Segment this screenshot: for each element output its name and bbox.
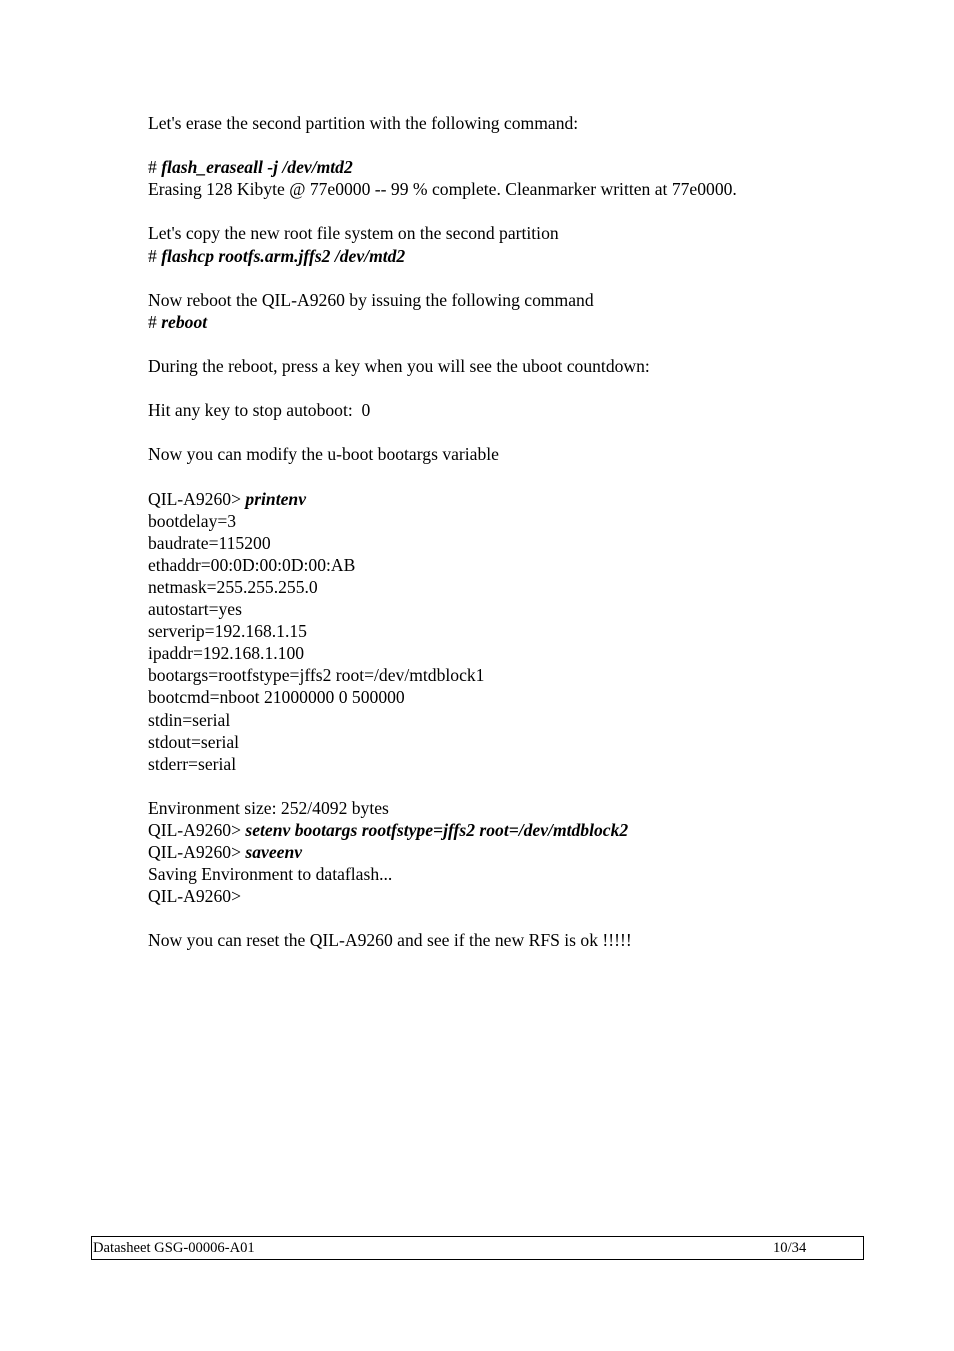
command-text: flashcp rootfs.arm.jffs2 /dev/mtd2 [161, 245, 406, 266]
blank-line [148, 333, 868, 355]
line-text: serverip=192.168.1.15 [148, 621, 307, 642]
line-text: Now reboot the QIL-A9260 by issuing the following command [148, 289, 594, 310]
footer-document-id: Datasheet GSG-00006-A01 [93, 1240, 255, 1256]
prompt-prefix: # [148, 157, 162, 178]
text-line [148, 642, 868, 664]
line-text: autostart=yes [148, 599, 242, 620]
text-line [148, 598, 868, 620]
prompt-prefix: QIL-A9260> [148, 820, 246, 840]
line-text: Hit any key to stop autoboot: 0 [148, 400, 371, 421]
line-text: During the reboot, press a key when you will see the uboot countdown: [148, 356, 650, 377]
command-line [148, 819, 868, 841]
text-line [148, 355, 868, 377]
footer-page-number: 10/34 [773, 1240, 807, 1256]
page-footer [91, 1236, 864, 1260]
command-text: flash_eraseall -j /dev/mtd2 [161, 157, 353, 178]
prompt-prefix: # [148, 245, 162, 266]
blank-line [148, 134, 868, 156]
text-line [148, 399, 868, 421]
text-line [148, 222, 868, 244]
line-text: Now you can reset the QIL-A9260 and see if the new RFS is ok !!!!! [148, 930, 632, 951]
text-line [148, 731, 868, 753]
text-line [148, 289, 868, 311]
command-text: saveenv [245, 842, 303, 863]
command-line [148, 245, 868, 267]
command-text: reboot [161, 311, 208, 332]
command-line [148, 841, 868, 863]
text-line [148, 178, 868, 200]
blank-line [148, 200, 868, 222]
text-line [148, 753, 868, 775]
text-line [148, 797, 868, 819]
line-text: ethaddr=00:0D:00:0D:00:AB [148, 554, 356, 575]
line-text: bootcmd=nboot 21000000 0 500000 [148, 687, 405, 708]
command-line [148, 311, 868, 333]
command-text: setenv bootargs rootfstype=jffs2 root=/dev/mtdblock2 [245, 820, 629, 840]
line-text: ipaddr=192.168.1.100 [148, 643, 305, 664]
line-text: stderr=serial [148, 753, 237, 774]
text-line [148, 709, 868, 731]
blank-line [148, 775, 868, 797]
text-line [148, 863, 868, 885]
prompt-prefix: QIL-A9260> [148, 842, 246, 863]
line-text: stdin=serial [148, 709, 231, 730]
line-text: Environment size: 252/4092 bytes [148, 797, 389, 818]
text-line [148, 620, 868, 642]
text-line [148, 929, 868, 951]
text-line [148, 112, 868, 134]
text-line [148, 885, 868, 907]
text-line [148, 532, 868, 554]
text-line [148, 686, 868, 708]
line-text: QIL-A9260> [148, 886, 241, 907]
blank-line [148, 907, 868, 929]
text-line [148, 664, 868, 686]
line-text: Let's copy the new root file system on the second partition [148, 223, 559, 244]
blank-line [148, 267, 868, 289]
prompt-prefix: # [148, 311, 162, 332]
line-text: netmask=255.255.255.0 [148, 576, 318, 597]
text-line [148, 443, 868, 465]
line-text: bootdelay=3 [148, 510, 237, 531]
line-text: Saving Environment to dataflash... [148, 864, 393, 885]
text-line [148, 576, 868, 598]
prompt-prefix: QIL-A9260> [148, 488, 246, 509]
text-line [148, 554, 868, 576]
blank-line [148, 421, 868, 443]
document-body [148, 112, 868, 952]
command-line [148, 488, 868, 510]
line-text: stdout=serial [148, 731, 240, 752]
blank-line [148, 466, 868, 488]
command-text: printenv [245, 488, 306, 509]
line-text: Erasing 128 Kibyte @ 77e0000 -- 99 % complete. Cleanmarker written at 77e0000. [148, 179, 737, 200]
line-text: Let's erase the second partition with the following command: [148, 113, 579, 133]
line-text: bootargs=rootfstype=jffs2 root=/dev/mtdblock1 [148, 665, 485, 686]
line-text: baudrate=115200 [148, 532, 271, 553]
line-text: Now you can modify the u-boot bootargs variable [148, 444, 499, 465]
command-line [148, 156, 868, 178]
text-line [148, 510, 868, 532]
blank-line [148, 377, 868, 399]
